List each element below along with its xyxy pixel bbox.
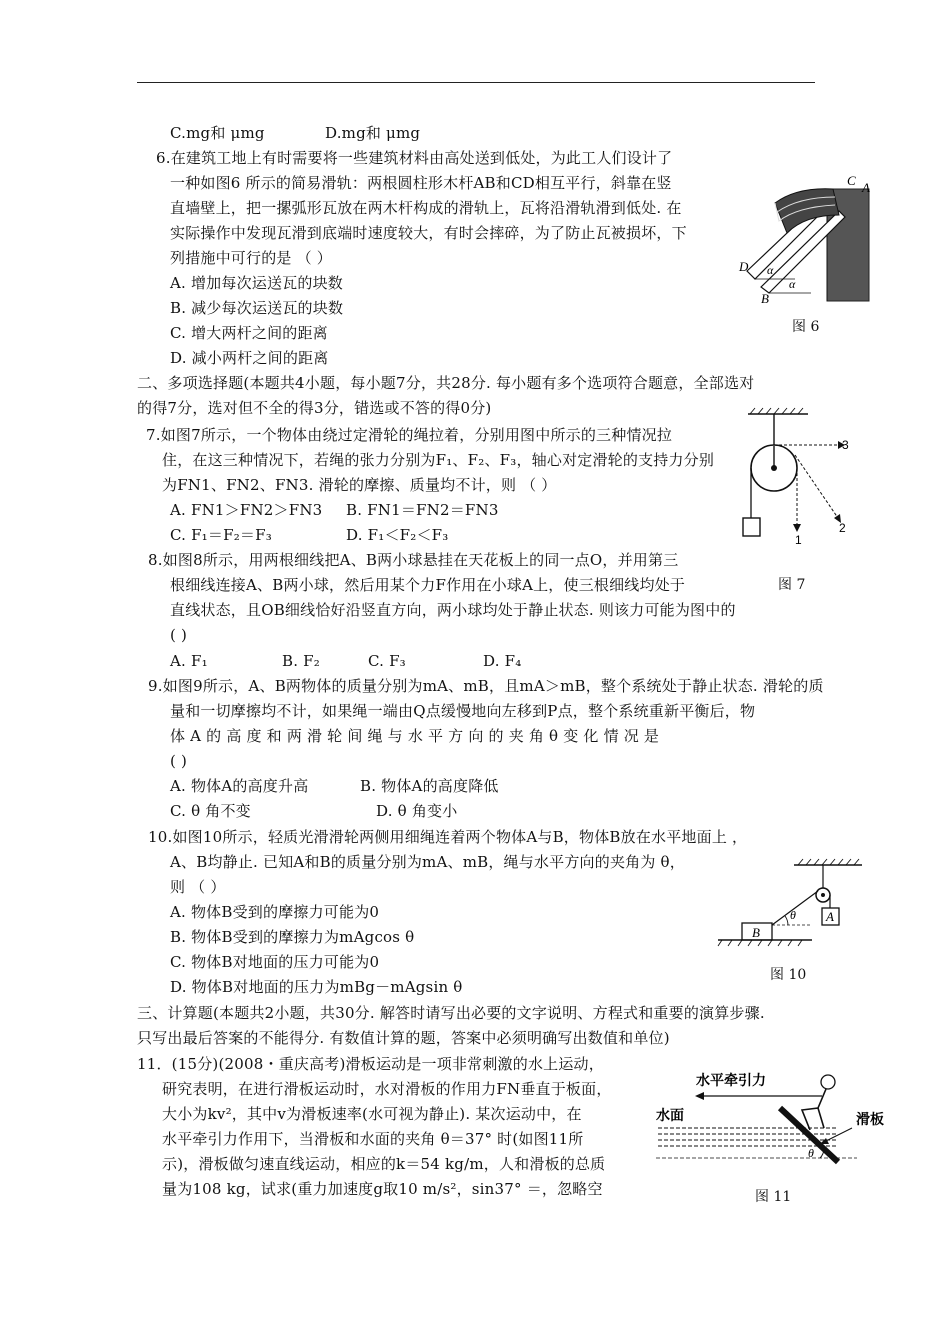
q10-option-a: A. 物体B受到的摩擦力可能为0	[170, 903, 380, 921]
q7-option-b: B. FN1＝FN2＝FN3	[346, 501, 499, 519]
q6-line-1: 6.在建筑工地上有时需要将一些建筑材料由高处送到低处，为此工人们设计了	[156, 149, 673, 167]
q11-line-4: 水平牵引力作用下，当滑板和水面的夹角 θ＝37° 时(如图11所	[162, 1130, 584, 1148]
q6-option-c: C. 增大两杆之间的距离	[170, 324, 328, 342]
q8-line-2: 根细线连接A、B两小球，然后用某个力F作用在小球A上，使三根细线均处于	[170, 576, 686, 594]
fig6-label-d: D	[739, 259, 749, 274]
q8-option-c: C. F₃	[368, 652, 406, 670]
q8-line-4: ( )	[170, 626, 188, 644]
q5-option-c: C.mg和 μmg	[170, 124, 265, 142]
fig7-label-3: 3	[842, 438, 849, 452]
q10-line-3: 则 （ ）	[170, 878, 226, 896]
q6-option-b: B. 减少每次运送瓦的块数	[170, 299, 344, 317]
q6-line-5: 列措施中可行的是 （ ）	[170, 249, 332, 267]
q9-option-d: D. θ 角变小	[376, 802, 458, 820]
fig6-label-a: A	[862, 180, 870, 195]
fig6-label-c: C	[847, 173, 856, 188]
section-2-heading-line-2: 的得7分，选对但不全的得3分，错选或不答的得0分)	[137, 399, 492, 417]
q10-option-b: B. 物体B受到的摩擦力为mAgcos θ	[170, 928, 415, 946]
q10-option-d: D. 物体B对地面的压力为mBg－mAgsin θ	[170, 978, 463, 996]
q8-line-1: 8.如图8所示，用两根细线把A、B两小球悬挂在天花板上的同一点O，并用第三	[148, 551, 679, 569]
q9-line-3: 体 A 的 高 度 和 两 滑 轮 间 绳 与 水 平 方 向 的 夹 角 θ 变 化 情 况 是	[170, 727, 660, 745]
figure-10-caption: 图 10	[770, 967, 807, 983]
figure-7-pulley	[738, 408, 858, 556]
figure-7-caption: 图 7	[778, 577, 806, 593]
q6-option-a: A. 增加每次运送瓦的块数	[170, 274, 343, 292]
q11-line-5: 示)，滑板做匀速直线运动，相应的k＝54 kg/m，人和滑板的总质	[162, 1155, 606, 1173]
q6-line-3: 直墙壁上，把一摞弧形瓦放在两木杆构成的滑轨上，瓦将沿滑轨滑到低处. 在	[170, 199, 682, 217]
q9-option-b: B. 物体A的高度降低	[360, 777, 499, 795]
q7-option-d: D. F₁＜F₂＜F₃	[346, 526, 449, 544]
q11-line-1: 11．(15分)(2008・重庆高考)滑板运动是一项非常刺激的水上运动，	[137, 1055, 604, 1073]
section-3-heading-line-2: 只写出最后答案的不能得分. 有数值计算的题，答案中必须明确写出数值和单位)	[137, 1029, 670, 1047]
q10-line-1: 10.如图10所示，轻质光滑滑轮两侧用细绳连着两个物体A与B，物体B放在水平地面上 ，	[148, 828, 748, 846]
q6-line-4: 实际操作中发现瓦滑到底端时速度较大，有时会摔碎，为了防止瓦被损坏，下	[170, 224, 687, 242]
q9-option-a: A. 物体A的高度升高	[170, 777, 309, 795]
fig7-label-2: 2	[839, 521, 846, 535]
q11-line-3: 大小为kv²，其中v为滑板速率(水可视为静止). 某次运动中，在	[162, 1105, 582, 1123]
fig11-label-tow-force: 水平牵引力	[696, 1073, 766, 1089]
figure-11-water-skiing	[652, 1066, 902, 1176]
q10-option-c: C. 物体B对地面的压力可能为0	[170, 953, 380, 971]
q7-option-c: C. F₁＝F₂＝F₃	[170, 526, 272, 544]
q7-line-3: 为FN1、FN2、FN3. 滑轮的摩擦、质量均不计，则 （ ）	[162, 476, 557, 494]
q8-option-a: A. F₁	[170, 652, 208, 670]
q8-line-3: 直线状态，且OB细线恰好沿竖直方向，两小球均处于静止状态. 则该力可能为图中的	[170, 601, 736, 619]
q11-line-6: 量为108 kg，试求(重力加速度g取10 m/s²，sin37° ＝，忽略空	[162, 1180, 603, 1198]
q5-option-d: D.mg和 μmg	[325, 124, 421, 142]
fig10-label-theta: θ	[790, 908, 796, 922]
fig11-label-theta: θ	[808, 1146, 814, 1160]
fig10-label-a: A	[826, 909, 834, 924]
fig7-label-1: 1	[795, 533, 802, 547]
figure-6-slide-rail	[735, 175, 875, 305]
q6-line-2: 一种如图6 所示的简易滑轨：两根圆柱形木杆AB和CD相互平行，斜靠在竖	[170, 174, 672, 192]
figure-10-pulley-blocks	[712, 855, 872, 950]
fig11-label-board: 滑板	[856, 1112, 884, 1128]
fig6-label-alpha-2: α	[789, 277, 796, 291]
q8-option-d: D. F₄	[483, 652, 522, 670]
fig6-label-alpha-1: α	[767, 263, 774, 277]
q6-option-d: D. 减小两杆之间的距离	[170, 349, 329, 367]
q9-line-4: ( )	[170, 752, 188, 770]
section-2-heading-line-1: 二、多项选择题(本题共4小题，每小题7分，共28分. 每小题有多个选项符合题意，全部选对	[137, 374, 755, 392]
fig10-label-b: B	[752, 925, 760, 940]
figure-11-caption: 图 11	[755, 1189, 792, 1205]
fig6-label-b: B	[761, 291, 769, 306]
fig11-label-water: 水面	[656, 1108, 684, 1124]
q9-option-c: C. θ 角不变	[170, 802, 251, 820]
q10-line-2: A、B均静止. 已知A和B的质量分别为mA、mB，绳与水平方向的夹角为 θ，	[170, 853, 685, 871]
section-3-heading-line-1: 三、计算题(本题共2小题，共30分. 解答时请写出必要的文字说明、方程式和重要的演算步骤.	[137, 1004, 765, 1022]
figure-6-caption: 图 6	[792, 319, 820, 335]
q7-line-1: 7.如图7所示，一个物体由绕过定滑轮的绳拉着，分别用图中所示的三种情况拉	[146, 426, 673, 444]
q9-line-2: 量和一切摩擦均不计，如果绳一端由Q点缓慢地向左移到P点，整个系统重新平衡后，物	[170, 702, 756, 720]
q11-line-2: 研究表明，在进行滑板运动时，水对滑板的作用力FN垂直于板面，	[162, 1080, 612, 1098]
q8-option-b: B. F₂	[282, 652, 320, 670]
q7-line-2: 住，在这三种情况下，若绳的张力分别为F₁、F₂、F₃，轴心对定滑轮的支持力分别	[162, 451, 715, 469]
q9-line-1: 9.如图9所示，A、B两物体的质量分别为mA、mB，且mA＞mB，整个系统处于静止状态. 滑轮的质	[148, 677, 824, 695]
q7-option-a: A. FN1＞FN2＞FN3	[170, 501, 323, 519]
header-rule	[137, 82, 815, 83]
